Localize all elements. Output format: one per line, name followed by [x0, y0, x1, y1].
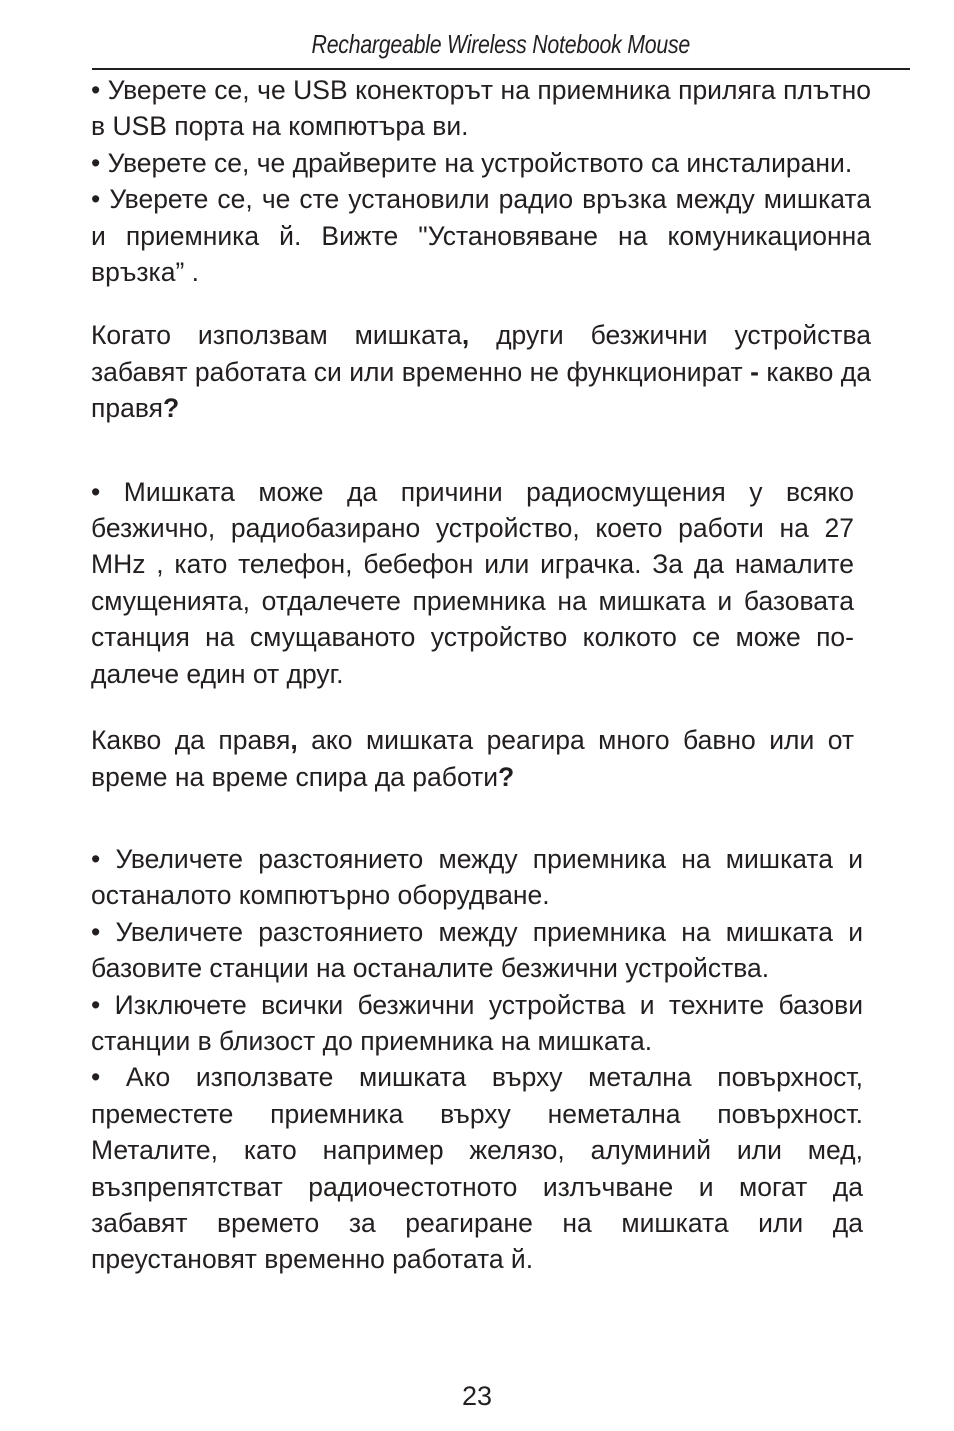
bullet-drivers-installed: • Уверете се, че драйверите на устройството са инсталирани.	[91, 147, 853, 178]
bullet-increase-distance-equipment: • Увеличете разстоянието между приемника на мишката и останалото компютърно оборудване.	[91, 843, 863, 911]
page-content	[91, 72, 871, 1278]
page-header	[92, 26, 910, 70]
question-slow-response: Какво да правя, ако мишката реагира много бавно или от време на време спира да работи?	[91, 725, 855, 792]
troubleshooting-checklist	[91, 72, 871, 290]
slow-response-solutions	[91, 841, 871, 1278]
page-number: 23	[461, 1381, 493, 1411]
bullet-turn-off-devices: • Изключете всички безжични устройства и техните базови станции в близост до приемника на мишката.	[91, 989, 863, 1056]
bullet-radio-link: • Уверете се, че сте установили радио връзка между мишката и приемника й. Вижте "Установяване на комуникационна връзка” .	[91, 184, 871, 288]
bullet-usb-connector: • Уверете се, че USB конекторът на приемника приляга плътно в USB порта на компютъра ви.	[91, 75, 871, 142]
answer-interference: • Мишката може да причини радиосмущения у всяко безжично, радиобазирано устройство, което работи на 27 MHz , като телефон, бебефон или играчка. За да намалите смущенията, отдалечете приемника на мишката и базовата станция на смущаваното устройство колкото се може по-далече един от друг.	[91, 476, 854, 689]
bullet-increase-distance-stations: • Увеличете разстоянието между приемника на мишката и базовите станции на останалите безжични устройства.	[91, 916, 863, 984]
bullet-metal-surface: • Ако използвате мишката върху метална повърхност, преместете приемника върху неметална повърхност. Металите, като например желязо, алуминий или мед, възпрепятстват радиочестотното излъчване и могат да забавят времето за реагиране на мишката или да преустановят временно работата й.	[91, 1062, 863, 1275]
question-interference: Когато използвам мишката, други безжични устройства забавят работата си или временно не функционират - какво да правя?	[91, 320, 872, 424]
header-title: Rechargeable Wireless Notebook Mouse	[311, 29, 691, 59]
